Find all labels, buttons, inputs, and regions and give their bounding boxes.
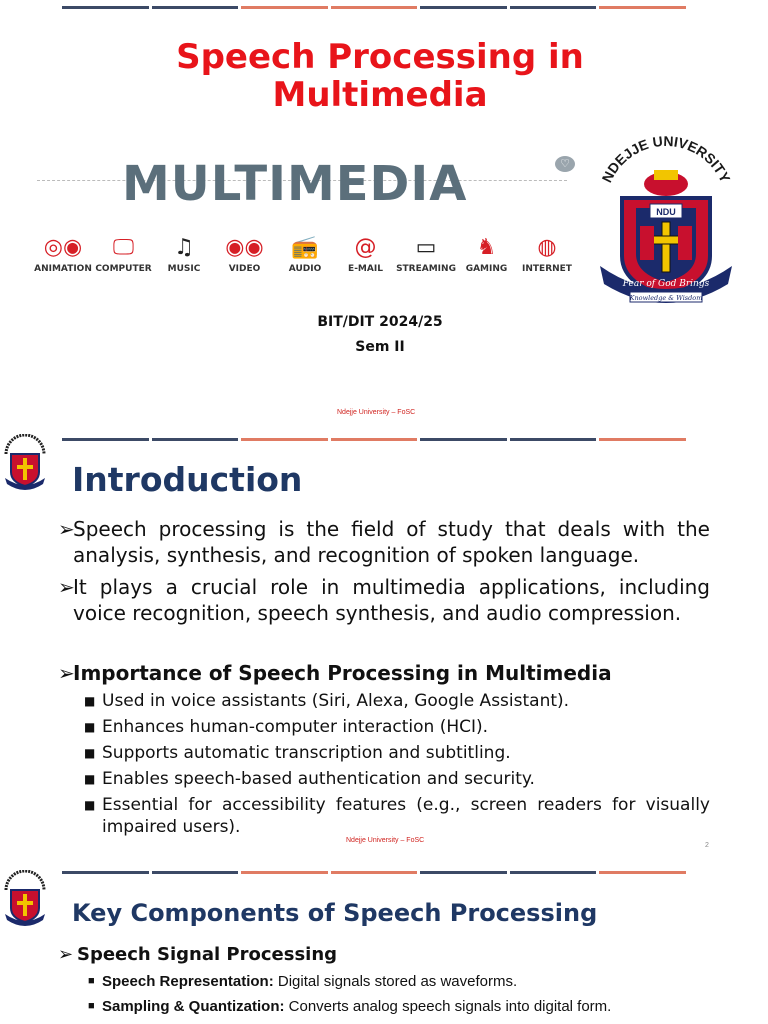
bullet-text: It plays a crucial role in multimedia applications, including voice recognition, speech synthesis, and audio compression. [73, 575, 710, 625]
arrow-bullet-icon: ➢ [58, 575, 75, 599]
sub-bullet-text: Essential for accessibility features (e.g., screen readers for visually impaired users). [102, 795, 710, 837]
arrow-bullet-icon: ➢ [58, 517, 75, 541]
sub-bullet [84, 716, 710, 738]
media-label: VIDEO [228, 264, 261, 274]
globe-icon: ◍ [537, 234, 557, 260]
slide-2 [0, 432, 768, 862]
square-bullet-icon: ■ [88, 1000, 95, 1012]
slide-title: Key Components of Speech Processing [72, 899, 598, 927]
media-item [338, 232, 394, 274]
media-item [277, 232, 333, 274]
term: Speech Representation: [102, 973, 274, 990]
music-icon: ♫ [174, 234, 194, 260]
course-code: BIT/DIT 2024/25 [317, 314, 443, 330]
email-icon: @ [354, 234, 377, 260]
media-label: MUSIC [167, 264, 201, 274]
semester: Sem II [355, 339, 405, 355]
university-logo [3, 434, 47, 490]
bullet [58, 516, 710, 568]
bullet [58, 942, 710, 968]
media-items [35, 232, 575, 274]
heart-icon: ♡ [555, 156, 575, 172]
banner-heading: MULTIMEDIA [122, 156, 468, 212]
arrow-bullet-icon: ➢ [58, 944, 74, 965]
media-item [519, 232, 575, 274]
slide-3 [0, 864, 768, 1024]
seal-motto-2: Knowledge & Wisdom [629, 294, 703, 302]
computer-icon: 🖵 [112, 234, 135, 260]
term-description: Converts analog speech signals into digital form. [284, 998, 612, 1015]
square-bullet-icon: ■ [84, 720, 96, 734]
square-bullet-icon: ■ [88, 975, 95, 987]
video-icon: ◉◉ [225, 234, 264, 260]
slide-title: Introduction [72, 460, 303, 499]
media-label: INTERNET [522, 264, 572, 274]
media-label: ANIMATION [34, 264, 92, 274]
media-item [156, 232, 212, 274]
media-label: GAMING [465, 264, 508, 274]
slide-top-bar [62, 438, 686, 441]
media-item [459, 232, 515, 274]
seal-motto-1: Fear of God Brings [622, 279, 710, 289]
term-description: Digital signals stored as waveforms. [273, 973, 518, 990]
arrow-bullet-icon: ➢ [58, 661, 75, 685]
university-logo [3, 870, 47, 926]
media-item [35, 232, 91, 274]
bullet-subheading: Speech Signal Processing [77, 944, 338, 965]
page-number: 2 [705, 842, 709, 849]
sub-bullet-text: Enhances human-computer interaction (HCI). [102, 717, 489, 737]
slide-footer: Ndejje University – FoSC [337, 409, 416, 416]
square-bullet-icon: ■ [84, 694, 96, 708]
slide-top-bar [62, 6, 686, 9]
media-label: STREAMING [396, 264, 456, 274]
square-bullet-icon: ■ [84, 798, 96, 812]
multimedia-banner [27, 150, 579, 290]
gamepad-icon: ♞ [476, 234, 497, 260]
sub-bullet [88, 997, 728, 1017]
square-bullet-icon: ■ [84, 772, 96, 786]
slide-top-bar [62, 871, 686, 874]
radio-icon: 📻 [291, 234, 319, 260]
sub-bullet [88, 972, 728, 992]
sub-bullet-text: Enables speech-based authentication and security. [102, 769, 535, 789]
media-item [398, 232, 454, 274]
square-bullet-icon: ■ [84, 746, 96, 760]
sub-bullet [84, 742, 710, 764]
sub-bullet [84, 690, 710, 712]
slide-title: Speech Processing in Multimedia [176, 37, 584, 115]
bullet [58, 660, 710, 686]
bullet [58, 574, 710, 626]
media-label: COMPUTER [95, 264, 152, 274]
university-seal [592, 136, 740, 306]
seal-top-text: NDEJJE UNIVERSITY [598, 136, 734, 185]
media-label: AUDIO [288, 264, 322, 274]
media-label: E-MAIL [348, 264, 383, 274]
seal-shield-text: NDU [656, 207, 676, 217]
sub-bullet-text: Supports automatic transcription and subtitling. [102, 743, 511, 763]
course-info [0, 310, 760, 360]
sub-bullet-text: Used in voice assistants (Siri, Alexa, Google Assistant). [102, 691, 570, 711]
slide-1 [0, 0, 768, 432]
bullet-subheading: Importance of Speech Processing in Multimedia [73, 661, 612, 685]
bullet-text: Speech processing is the field of study that deals with the analysis, synthesis, and recognition of spoken language. [73, 517, 710, 567]
term: Sampling & Quantization: [102, 998, 285, 1015]
media-item [96, 232, 152, 274]
sub-bullet [84, 794, 710, 838]
media-item [217, 232, 273, 274]
tv-icon: ▭ [415, 234, 437, 260]
sub-bullet [84, 768, 710, 790]
animation-icon: ◎◉ [43, 234, 83, 260]
slide-footer: Ndejje University – FoSC [346, 837, 425, 844]
